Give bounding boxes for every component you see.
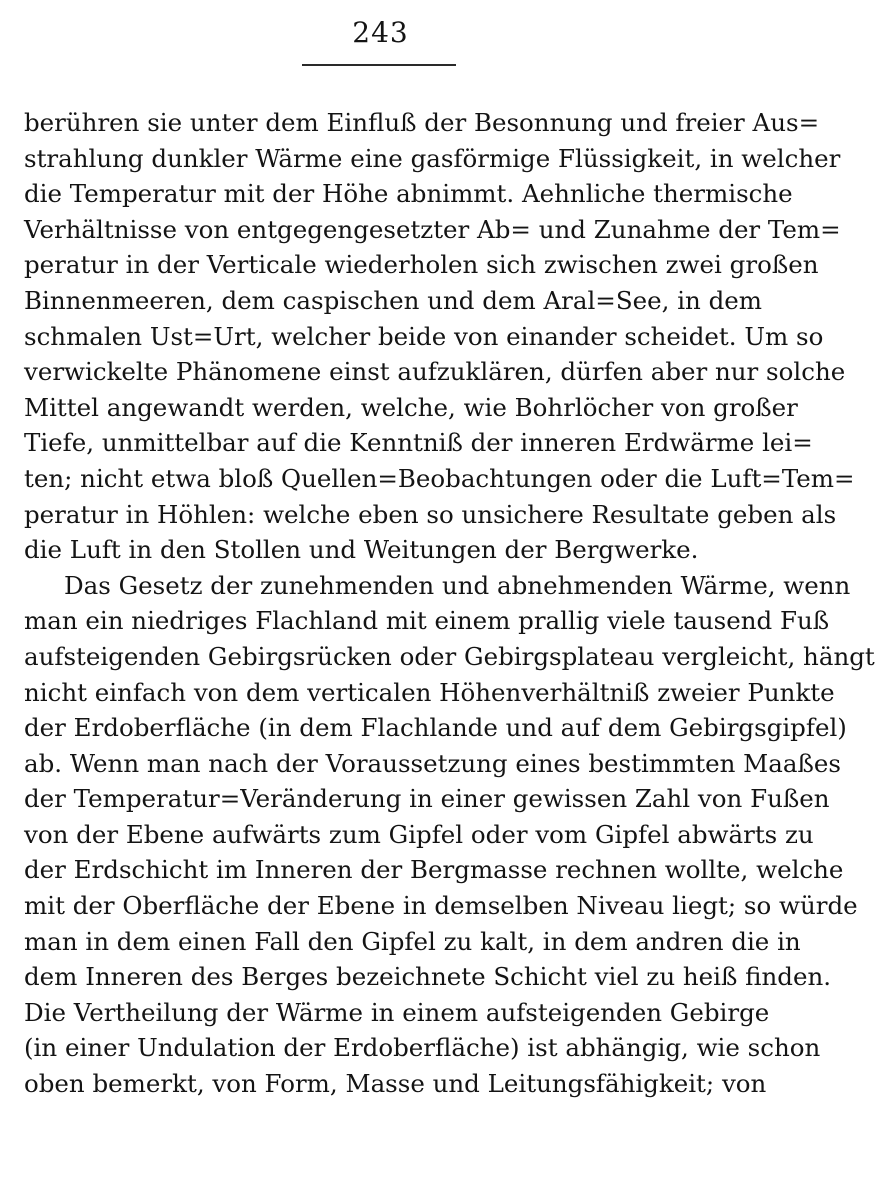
text-line: strahlung dunkler Wärme eine gasförmige Flüssigkeit, in welcher	[24, 143, 841, 173]
text-line: Tiefe, unmittelbar auf die Kenntniß der inneren Erdwärme lei=	[24, 428, 813, 458]
text-line: mit der Oberfläche der Ebene in demselben Niveau liegt; so würde	[24, 891, 858, 921]
text-line: berühren sie unter dem Einfluß der Besonnung und freier Aus=	[24, 108, 820, 137]
body-text	[24, 105, 875, 1102]
text-line: ten; nicht etwa bloß Quellen=Beobachtungen oder die Luft=Tem=	[24, 463, 855, 493]
text-line: der Erdschicht im Inneren der Bergmasse rechnen wollte, welche	[24, 855, 844, 885]
text-line: verwickelte Phänomene einst aufzuklären, dürfen aber nur solche	[24, 357, 846, 387]
text-line: oben bemerkt, von Form, Masse und Leitungsfähigkeit; von	[24, 1069, 767, 1099]
text-line: man in dem einen Fall den Gipfel zu kalt, in dem andren die in	[24, 926, 801, 956]
text-line: der Temperatur=Veränderung in einer gewissen Zahl von Fußen	[24, 784, 830, 814]
text-line: aufsteigenden Gebirgsrücken oder Gebirgsplateau vergleicht, hängt	[24, 641, 875, 671]
text-line: peratur in der Verticale wiederholen sich zwischen zwei großen	[24, 250, 819, 280]
text-line: von der Ebene aufwärts zum Gipfel oder vom Gipfel abwärts zu	[24, 819, 814, 849]
text-line: dem Inneren des Berges bezeichnete Schicht viel zu heiß finden.	[24, 962, 832, 992]
text-line: die Luft in den Stollen und Weitungen der Bergwerke.	[24, 535, 699, 565]
text-line: Verhältnisse von entgegengesetzter Ab= und Zunahme der Tem=	[24, 214, 841, 244]
text-line: (in einer Undulation der Erdoberfläche) ist abhängig, wie schon	[24, 1033, 821, 1063]
text-line: Die Vertheilung der Wärme in einem aufsteigenden Gebirge	[24, 997, 770, 1027]
page-number: 243	[352, 16, 409, 49]
text-line: nicht einfach von dem verticalen Höhenverhältniß zweier Punkte	[24, 677, 835, 707]
text-line: peratur in Höhlen: welche eben so unsichere Resultate geben als	[24, 499, 837, 529]
text-line: ab. Wenn man nach der Voraussetzung eines bestimmten Maaßes	[24, 748, 841, 778]
text-line: Mittel angewandt werden, welche, wie Bohrlöcher von großer	[24, 392, 798, 422]
text-line: der Erdoberfläche (in dem Flachlande und auf dem Gebirgsgipfel)	[24, 713, 847, 743]
text-line: Binnenmeeren, dem caspischen und dem Aral=See, in dem	[24, 285, 763, 315]
header-rule	[302, 64, 456, 66]
text-line: Das Gesetz der zunehmenden und abnehmenden Wärme, wenn	[64, 570, 851, 600]
text-line: schmalen Ust=Urt, welcher beide von einander scheidet. Um so	[24, 321, 824, 351]
text-line: die Temperatur mit der Höhe abnimmt. Aehnliche thermische	[24, 179, 793, 209]
text-line: man ein niedriges Flachland mit einem prallig viele tausend Fuß	[24, 606, 830, 636]
